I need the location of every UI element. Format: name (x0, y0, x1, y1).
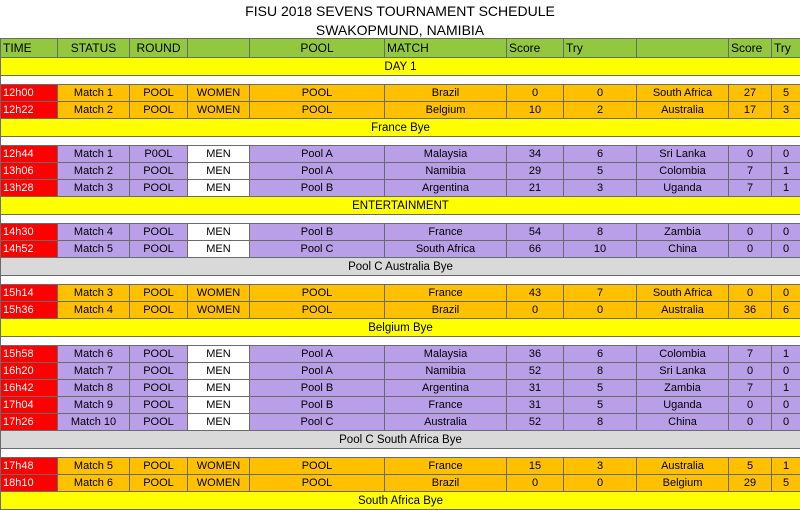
try-away: 1 (772, 380, 800, 397)
match-status: Match 3 (58, 180, 130, 197)
match-time: 18h10 (1, 475, 58, 492)
match-pool: Pool A (250, 163, 385, 180)
try-away: 0 (772, 224, 800, 241)
match-round: POOL (130, 363, 188, 380)
try-away: 0 (772, 146, 800, 163)
match-pool: Pool B (250, 397, 385, 414)
team-home: Brazil (385, 475, 507, 492)
match-time: 17h48 (1, 458, 58, 475)
match-time: 13h28 (1, 180, 58, 197)
score-away: 7 (729, 346, 772, 363)
team-away: Sri Lanka (637, 146, 729, 163)
match-status: Match 5 (58, 458, 130, 475)
score-away: 36 (729, 302, 772, 319)
try-home: 6 (564, 146, 637, 163)
match-status: Match 1 (58, 85, 130, 102)
score-home: 0 (507, 475, 564, 492)
score-home: 31 (507, 380, 564, 397)
spacer-row (1, 449, 800, 458)
match-gender: WOMEN (188, 85, 250, 102)
header-gender (188, 39, 250, 58)
score-away: 0 (729, 224, 772, 241)
try-home: 5 (564, 380, 637, 397)
header-try-opponent: Try (772, 39, 800, 58)
spacer-row (1, 276, 800, 285)
match-pool: Pool B (250, 180, 385, 197)
try-home: 5 (564, 163, 637, 180)
team-home: Australia (385, 414, 507, 431)
match-status: Match 1 (58, 146, 130, 163)
match-gender: MEN (188, 397, 250, 414)
team-home: France (385, 397, 507, 414)
match-status: Match 3 (58, 285, 130, 302)
score-home: 52 (507, 363, 564, 380)
banner-text: Belgium Bye (1, 319, 800, 337)
spacer-cell (1, 276, 800, 285)
try-home: 2 (564, 102, 637, 119)
team-home: Malaysia (385, 346, 507, 363)
team-away: Colombia (637, 346, 729, 363)
score-away: 27 (729, 85, 772, 102)
spacer-cell (1, 337, 800, 346)
team-home: Brazil (385, 85, 507, 102)
header-pool: POOL (250, 39, 385, 58)
spacer-row (1, 76, 800, 85)
match-time: 15h58 (1, 346, 58, 363)
match-row (1, 363, 800, 380)
banner-text: Pool C South Africa Bye (1, 431, 800, 449)
try-away: 5 (772, 85, 800, 102)
match-time: 12h22 (1, 102, 58, 119)
match-round: POOL (130, 346, 188, 363)
header-time: TIME (1, 39, 58, 58)
try-home: 8 (564, 224, 637, 241)
score-home: 36 (507, 346, 564, 363)
match-row (1, 380, 800, 397)
match-time: 16h20 (1, 363, 58, 380)
score-home: 15 (507, 458, 564, 475)
match-pool: POOL (250, 302, 385, 319)
day-label: DAY 1 (1, 58, 800, 76)
header-match: MATCH (385, 39, 507, 58)
match-pool: Pool C (250, 241, 385, 258)
match-row (1, 397, 800, 414)
match-status: Match 4 (58, 224, 130, 241)
team-away: China (637, 241, 729, 258)
match-pool: POOL (250, 458, 385, 475)
match-round: POOL (130, 102, 188, 119)
match-pool: Pool A (250, 363, 385, 380)
match-pool: POOL (250, 102, 385, 119)
team-away: Sri Lanka (637, 363, 729, 380)
team-away: Zambia (637, 224, 729, 241)
header-try: Try (564, 39, 637, 58)
banner-text: South Africa Bye (1, 492, 800, 510)
match-round: POOL (130, 163, 188, 180)
match-row (1, 458, 800, 475)
header-round: ROUND (130, 39, 188, 58)
bye-banner (1, 431, 800, 449)
try-home: 0 (564, 475, 637, 492)
header-status: STATUS (58, 39, 130, 58)
match-row (1, 302, 800, 319)
team-away: Uganda (637, 180, 729, 197)
schedule-body (1, 39, 800, 510)
team-away: Colombia (637, 163, 729, 180)
try-home: 10 (564, 241, 637, 258)
try-home: 5 (564, 397, 637, 414)
match-round: POOL (130, 475, 188, 492)
spacer-cell (1, 137, 800, 146)
spacer-cell (1, 215, 800, 224)
match-status: Match 5 (58, 241, 130, 258)
match-gender: WOMEN (188, 458, 250, 475)
match-gender: WOMEN (188, 302, 250, 319)
match-round: POOL (130, 241, 188, 258)
match-gender: MEN (188, 414, 250, 431)
header-score-opponent: Score (729, 39, 772, 58)
team-home: France (385, 285, 507, 302)
score-away: 7 (729, 380, 772, 397)
match-status: Match 10 (58, 414, 130, 431)
banner-text: ENTERTAINMENT (1, 197, 800, 215)
try-home: 8 (564, 363, 637, 380)
match-gender: MEN (188, 363, 250, 380)
score-away: 0 (729, 146, 772, 163)
try-away: 1 (772, 346, 800, 363)
spacer-row (1, 215, 800, 224)
try-away: 1 (772, 458, 800, 475)
match-gender: MEN (188, 163, 250, 180)
team-home: Argentina (385, 380, 507, 397)
match-pool: Pool B (250, 380, 385, 397)
header-score: Score (507, 39, 564, 58)
match-pool: POOL (250, 475, 385, 492)
match-row (1, 146, 800, 163)
try-away: 0 (772, 241, 800, 258)
try-home: 3 (564, 180, 637, 197)
team-home: France (385, 224, 507, 241)
bye-banner (1, 258, 800, 276)
match-gender: MEN (188, 180, 250, 197)
header-opponent (637, 39, 729, 58)
match-status: Match 2 (58, 102, 130, 119)
match-round: POOL (130, 380, 188, 397)
score-away: 7 (729, 180, 772, 197)
score-home: 21 (507, 180, 564, 197)
score-home: 31 (507, 397, 564, 414)
match-time: 15h36 (1, 302, 58, 319)
match-status: Match 6 (58, 346, 130, 363)
spacer-row (1, 137, 800, 146)
match-gender: WOMEN (188, 102, 250, 119)
match-status: Match 8 (58, 380, 130, 397)
match-row (1, 475, 800, 492)
match-row (1, 414, 800, 431)
match-pool: POOL (250, 85, 385, 102)
try-away: 6 (772, 302, 800, 319)
team-away: Uganda (637, 397, 729, 414)
score-away: 5 (729, 458, 772, 475)
try-away: 0 (772, 363, 800, 380)
banner-text: France Bye (1, 119, 800, 137)
match-pool: POOL (250, 285, 385, 302)
match-row (1, 285, 800, 302)
team-away: Belgium (637, 475, 729, 492)
team-home: Brazil (385, 302, 507, 319)
try-home: 3 (564, 458, 637, 475)
match-time: 12h00 (1, 85, 58, 102)
team-away: South Africa (637, 85, 729, 102)
try-home: 8 (564, 414, 637, 431)
team-away: Australia (637, 458, 729, 475)
score-away: 17 (729, 102, 772, 119)
match-time: 14h52 (1, 241, 58, 258)
banner-text: Pool C Australia Bye (1, 258, 800, 276)
match-gender: MEN (188, 346, 250, 363)
score-away: 29 (729, 475, 772, 492)
match-round: POOL (130, 397, 188, 414)
match-gender: MEN (188, 146, 250, 163)
team-away: Australia (637, 102, 729, 119)
score-away: 0 (729, 397, 772, 414)
score-home: 0 (507, 302, 564, 319)
match-pool: Pool A (250, 346, 385, 363)
score-away: 0 (729, 414, 772, 431)
match-time: 13h06 (1, 163, 58, 180)
match-status: Match 6 (58, 475, 130, 492)
team-home: Namibia (385, 163, 507, 180)
score-away: 7 (729, 163, 772, 180)
match-row (1, 163, 800, 180)
score-home: 43 (507, 285, 564, 302)
match-time: 16h42 (1, 380, 58, 397)
try-home: 0 (564, 302, 637, 319)
match-gender: MEN (188, 380, 250, 397)
team-home: Malaysia (385, 146, 507, 163)
score-home: 29 (507, 163, 564, 180)
match-row (1, 241, 800, 258)
schedule-table (0, 38, 800, 510)
match-time: 14h30 (1, 224, 58, 241)
bye-banner (1, 319, 800, 337)
try-away: 5 (772, 475, 800, 492)
match-pool: Pool A (250, 146, 385, 163)
team-home: Belgium (385, 102, 507, 119)
team-home: Namibia (385, 363, 507, 380)
match-gender: MEN (188, 224, 250, 241)
match-status: Match 7 (58, 363, 130, 380)
team-home: South Africa (385, 241, 507, 258)
try-away: 1 (772, 163, 800, 180)
try-home: 0 (564, 85, 637, 102)
score-away: 0 (729, 285, 772, 302)
match-time: 17h04 (1, 397, 58, 414)
match-round: POOL (130, 458, 188, 475)
match-round: POOL (130, 224, 188, 241)
team-home: France (385, 458, 507, 475)
score-home: 52 (507, 414, 564, 431)
day-banner (1, 58, 800, 76)
team-away: Australia (637, 302, 729, 319)
match-round: POOL (130, 285, 188, 302)
match-status: Match 9 (58, 397, 130, 414)
spacer-cell (1, 449, 800, 458)
spacer-cell (1, 76, 800, 85)
bye-banner (1, 492, 800, 510)
try-away: 1 (772, 180, 800, 197)
score-home: 0 (507, 85, 564, 102)
try-away: 3 (772, 102, 800, 119)
team-home: Argentina (385, 180, 507, 197)
match-round: POOL (130, 85, 188, 102)
bye-banner (1, 197, 800, 215)
match-status: Match 2 (58, 163, 130, 180)
match-round: POOL (130, 302, 188, 319)
match-gender: WOMEN (188, 475, 250, 492)
bye-banner (1, 119, 800, 137)
team-away: Zambia (637, 380, 729, 397)
score-away: 0 (729, 241, 772, 258)
team-away: South Africa (637, 285, 729, 302)
spacer-row (1, 337, 800, 346)
match-status: Match 4 (58, 302, 130, 319)
score-home: 10 (507, 102, 564, 119)
try-away: 0 (772, 397, 800, 414)
schedule-title: FISU 2018 SEVENS TOURNAMENT SCHEDULE (0, 2, 800, 20)
match-pool: Pool B (250, 224, 385, 241)
try-away: 0 (772, 414, 800, 431)
match-round: POOL (130, 414, 188, 431)
match-row (1, 224, 800, 241)
score-home: 54 (507, 224, 564, 241)
match-round: POOL (130, 180, 188, 197)
match-row (1, 102, 800, 119)
match-pool: Pool C (250, 414, 385, 431)
try-home: 6 (564, 346, 637, 363)
header-row (1, 39, 800, 58)
score-home: 66 (507, 241, 564, 258)
match-time: 15h14 (1, 285, 58, 302)
match-round: P0OL (130, 146, 188, 163)
match-gender: WOMEN (188, 285, 250, 302)
team-away: China (637, 414, 729, 431)
match-time: 12h44 (1, 146, 58, 163)
try-home: 7 (564, 285, 637, 302)
schedule-location: SWAKOPMUND, NAMIBIA (0, 21, 800, 39)
match-gender: MEN (188, 241, 250, 258)
try-away: 0 (772, 285, 800, 302)
score-home: 34 (507, 146, 564, 163)
match-row (1, 346, 800, 363)
match-row (1, 85, 800, 102)
match-time: 17h26 (1, 414, 58, 431)
score-away: 0 (729, 363, 772, 380)
match-row (1, 180, 800, 197)
